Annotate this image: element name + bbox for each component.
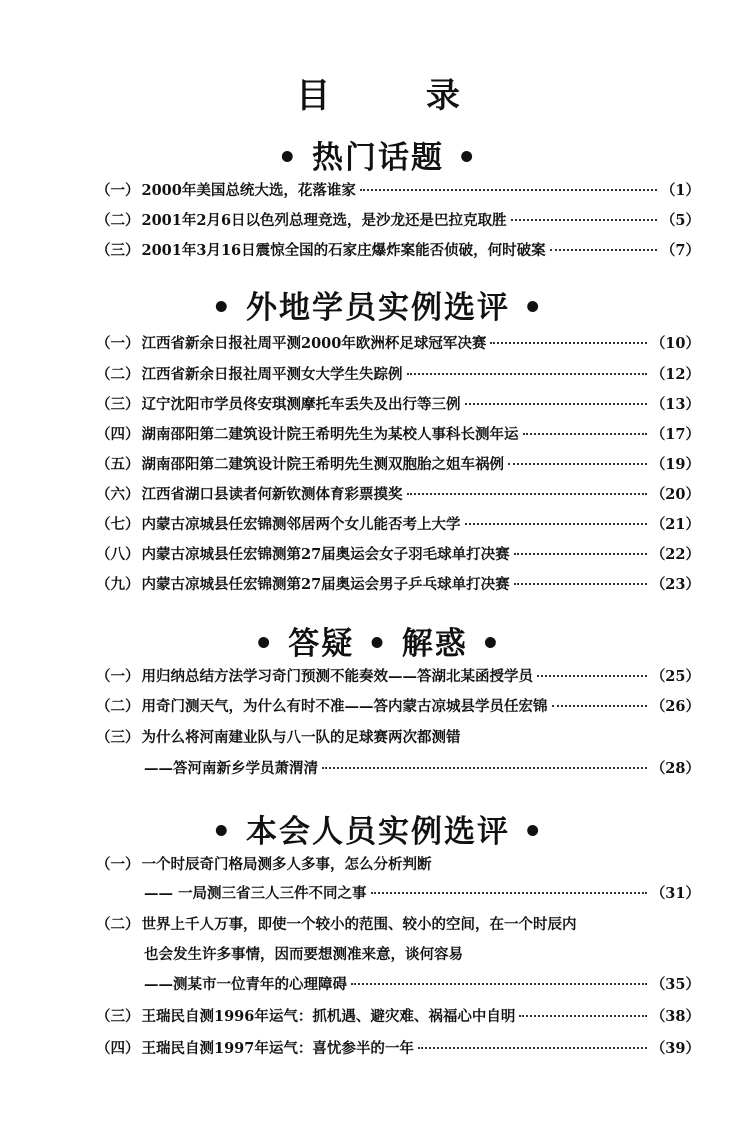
leader-dots xyxy=(407,492,647,495)
entry-number: （四） xyxy=(96,426,140,443)
leader-dots xyxy=(371,891,647,894)
toc-entry xyxy=(96,1038,700,1060)
leader-dots xyxy=(552,704,647,707)
toc-entry xyxy=(96,914,700,936)
leader-dots xyxy=(407,372,647,375)
entry-number: （四） xyxy=(96,1040,140,1057)
entry-number: （三） xyxy=(96,396,140,413)
leader-dots xyxy=(523,432,647,435)
entry-title: —— 一局测三省三人三件不同之事 xyxy=(144,885,367,902)
entry-page: （17） xyxy=(650,426,700,443)
entry-title: ——测某市一位青年的心理障碍 xyxy=(144,976,347,993)
entry-page: （21） xyxy=(650,516,700,533)
entry-title: 湖南邵阳第二建筑设计院王希明先生测双胞胎之姐车祸例 xyxy=(141,456,504,473)
entry-title: 内蒙古凉城县任宏锦测第27届奥运会男子乒乓球单打决赛 xyxy=(141,576,510,593)
entry-title: 用归纳总结方法学习奇门预测不能奏效——答湖北某函授学员 xyxy=(141,668,533,685)
leader-dots xyxy=(537,674,647,677)
leader-dots xyxy=(514,552,647,555)
toc-entry-continuation xyxy=(96,883,700,905)
entry-number: （三） xyxy=(96,729,140,746)
toc-entry xyxy=(96,727,700,749)
entry-title: 内蒙古凉城县任宏锦测邻居两个女儿能否考上大学 xyxy=(141,516,461,533)
entry-number: （二） xyxy=(96,212,140,229)
entry-title: 一个时辰奇门格局测多人多事，怎么分析判断 xyxy=(141,856,432,873)
entry-page: （39） xyxy=(650,1040,700,1057)
entry-page: （10） xyxy=(650,335,700,352)
leader-dots xyxy=(465,522,647,525)
toc-entry xyxy=(96,394,700,416)
toc-entry xyxy=(96,424,700,446)
toc-entry xyxy=(96,454,700,476)
entry-number: （二） xyxy=(96,916,140,933)
leader-dots xyxy=(322,766,647,769)
toc-entry xyxy=(96,544,700,566)
leader-dots xyxy=(418,1046,647,1049)
section-heading-member-cases: • 本会人员实例选评 • xyxy=(211,814,545,850)
entry-page: （35） xyxy=(650,976,700,993)
entry-title: 2001年2月6日以色列总理竞选，是沙龙还是巴拉克取胜 xyxy=(141,212,507,229)
entry-page: （31） xyxy=(650,885,700,902)
entry-title: 辽宁沈阳市学员佟安琪测摩托车丢失及出行等三例 xyxy=(141,396,461,413)
toc-entry xyxy=(96,364,700,386)
leader-dots xyxy=(550,248,657,251)
entry-title: 2000年美国总统大选，花落谁家 xyxy=(141,182,356,199)
entry-number: （九） xyxy=(96,576,140,593)
leader-dots xyxy=(351,982,647,985)
toc-entry-continuation xyxy=(96,944,700,966)
section-heading-qa: • 答疑 • 解惑 • xyxy=(253,626,503,662)
entry-number: （一） xyxy=(96,856,140,873)
leader-dots xyxy=(465,402,647,405)
toc-entry xyxy=(96,333,700,355)
entry-number: （二） xyxy=(96,366,140,383)
entry-number: （五） xyxy=(96,456,140,473)
leader-dots xyxy=(519,1014,646,1017)
entry-number: （二） xyxy=(96,698,140,715)
toc-entry xyxy=(96,484,700,506)
entry-title: 用奇门测天气，为什么有时不准——答内蒙古凉城县学员任宏锦 xyxy=(141,698,548,715)
leader-dots xyxy=(511,218,657,221)
entry-page: （20） xyxy=(650,486,700,503)
entry-title: 为什么将河南建业队与八一队的足球赛两次都测错 xyxy=(141,729,461,746)
entry-title: ——答河南新乡学员萧渭清 xyxy=(144,760,318,777)
entry-page: （38） xyxy=(650,1008,700,1025)
entry-page: （22） xyxy=(650,546,700,563)
entry-page: （25） xyxy=(650,668,700,685)
entry-title: 王瑞民自测1997年运气：喜忧参半的一年 xyxy=(141,1040,414,1057)
entry-title: 江西省湖口县读者何新钦测体育彩票摸奖 xyxy=(141,486,403,503)
entry-page: （26） xyxy=(650,698,700,715)
entry-page: （13） xyxy=(650,396,700,413)
toc-entry xyxy=(96,210,700,232)
entry-page: （5） xyxy=(660,212,700,229)
toc-entry xyxy=(96,514,700,536)
entry-page: （1） xyxy=(660,182,700,199)
leader-dots xyxy=(514,582,647,585)
toc-entry xyxy=(96,574,700,596)
entry-title: 内蒙古凉城县任宏锦测第27届奥运会女子羽毛球单打决赛 xyxy=(141,546,510,563)
leader-dots xyxy=(360,188,657,191)
entry-title: 世界上千人万事，即使一个较小的范围、较小的空间，在一个时辰内 xyxy=(141,916,577,933)
entry-title: 也会发生许多事情，因而要想测准来意，谈何容易 xyxy=(144,946,463,963)
entry-number: （八） xyxy=(96,546,140,563)
toc-entry xyxy=(96,696,700,718)
toc-entry xyxy=(96,180,700,202)
entry-title: 江西省新余日报社周平测女大学生失踪例 xyxy=(141,366,403,383)
section-heading-hot-topics: • 热门话题 • xyxy=(277,140,479,176)
entry-number: （一） xyxy=(96,182,140,199)
entry-number: （七） xyxy=(96,516,140,533)
toc-entry-continuation xyxy=(96,758,700,780)
toc-entry xyxy=(96,666,700,688)
entry-number: （一） xyxy=(96,335,140,352)
toc-entry xyxy=(96,1006,700,1028)
section-heading-external-cases: • 外地学员实例选评 • xyxy=(211,290,545,326)
entry-page: （7） xyxy=(660,242,700,259)
entry-page: （12） xyxy=(650,366,700,383)
entry-title: 2001年3月16日震惊全国的石家庄爆炸案能否侦破，何时破案 xyxy=(141,242,546,259)
leader-dots xyxy=(508,462,647,465)
entry-page: （23） xyxy=(650,576,700,593)
entry-title: 王瑞民自测1996年运气：抓机遇、避灾难、祸福心中自明 xyxy=(141,1008,516,1025)
entry-number: （三） xyxy=(96,1008,140,1025)
entry-title: 江西省新余日报社周平测2000年欧洲杯足球冠军决赛 xyxy=(141,335,487,352)
page-title: 目 录 xyxy=(296,76,502,116)
toc-entry xyxy=(96,854,700,876)
entry-number: （六） xyxy=(96,486,140,503)
entry-title: 湖南邵阳第二建筑设计院王希明先生为某校人事科长测年运 xyxy=(141,426,519,443)
entry-number: （一） xyxy=(96,668,140,685)
leader-dots xyxy=(490,341,646,344)
toc-entry-continuation xyxy=(96,974,700,996)
entry-page: （28） xyxy=(650,760,700,777)
toc-entry xyxy=(96,240,700,262)
entry-page: （19） xyxy=(650,456,700,473)
entry-number: （三） xyxy=(96,242,140,259)
